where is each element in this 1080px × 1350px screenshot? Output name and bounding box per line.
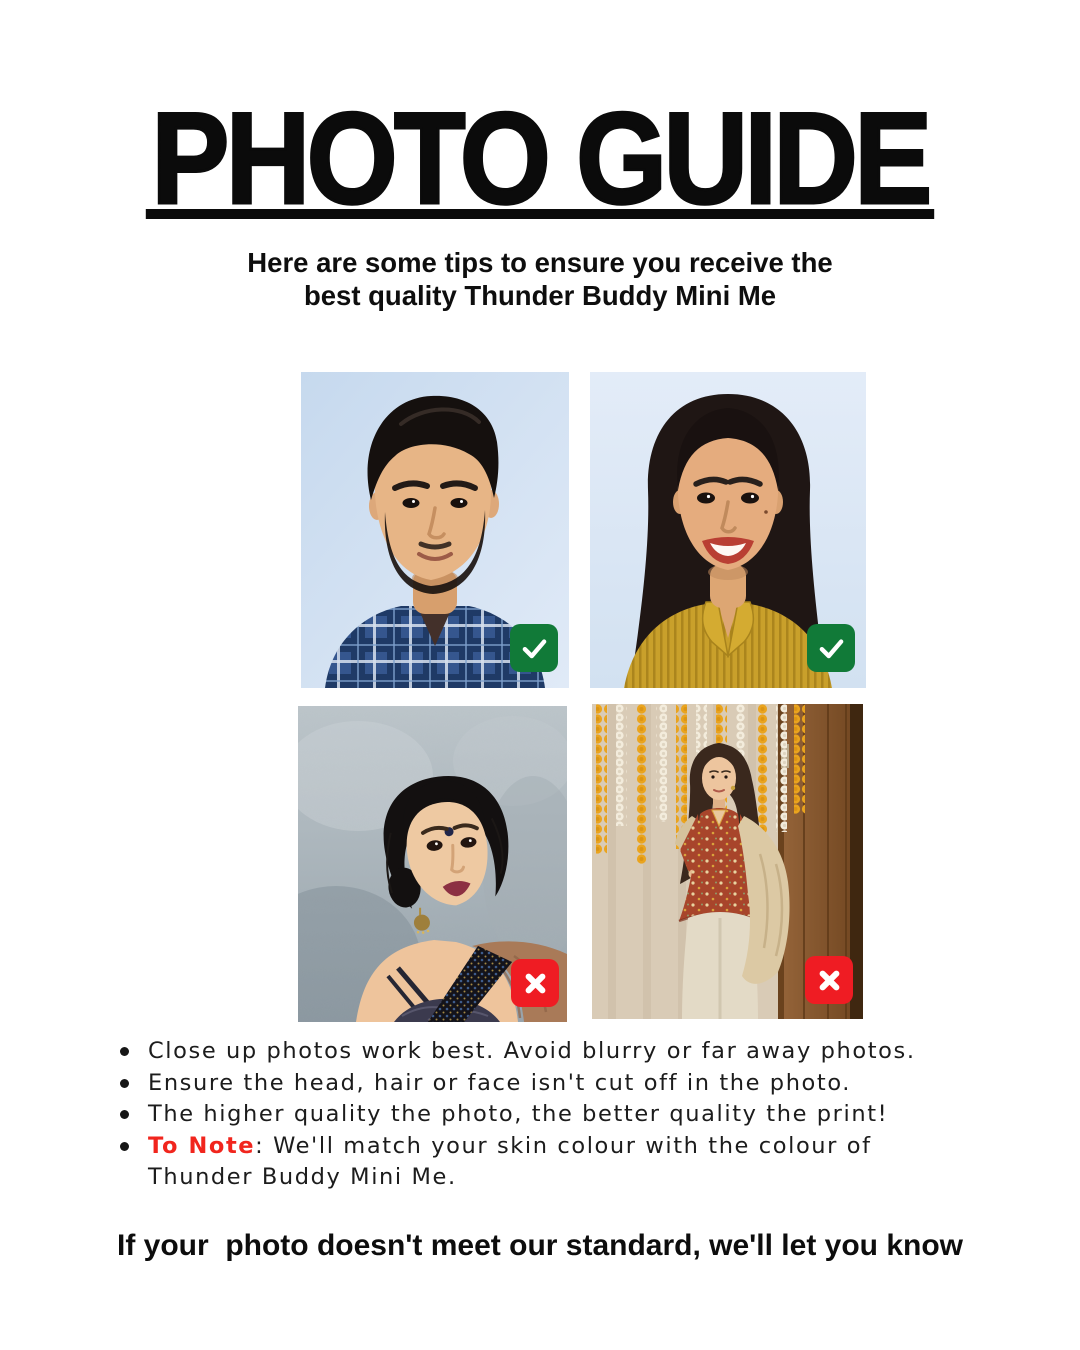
tip-item [118, 1068, 966, 1100]
tip-body: The higher quality the photo, the better quality the print! [148, 1101, 889, 1127]
tip-body: Close up photos work best. Avoid blurry or far away photos. [148, 1038, 916, 1064]
cross-icon [511, 959, 559, 1007]
check-icon [807, 624, 855, 672]
tip-item [118, 1099, 966, 1131]
tips-list [118, 1036, 966, 1194]
photo-bad-female-closeup [298, 706, 567, 1022]
tip-body: : We'll match your skin colour with the colour of Thunder Buddy Mini Me. [148, 1132, 872, 1190]
bullet-dot [120, 1110, 129, 1119]
page-title: PHOTO GUIDE [146, 108, 934, 219]
bullet-dot [120, 1142, 129, 1151]
tip-body: Ensure the head, hair or face isn't cut off in the photo. [148, 1069, 852, 1096]
cross-icon [805, 956, 853, 1004]
bullet-dot [120, 1047, 129, 1056]
footer-note: If your photo doesn't meet our standard, we'll let you know [116, 1229, 963, 1262]
tip-text [148, 1068, 966, 1100]
photo-bad-female-faraway [592, 704, 863, 1019]
subtitle-line-1: Here are some tips to ensure you receive the [247, 247, 833, 278]
check-icon [510, 624, 558, 672]
tip-text [148, 1099, 966, 1131]
tip-text [148, 1036, 966, 1068]
photo-good-male-portrait [301, 372, 569, 688]
subtitle [0, 246, 1080, 312]
bullet-dot [120, 1079, 129, 1088]
tip-text [148, 1131, 966, 1194]
tip-item [118, 1036, 966, 1068]
subtitle-line-2: best quality Thunder Buddy Mini Me [303, 280, 777, 311]
tip-note-label: To Note [148, 1132, 256, 1159]
tip-item [118, 1131, 966, 1194]
photo-good-female-portrait [590, 372, 866, 688]
title-block [54, 85, 1026, 231]
